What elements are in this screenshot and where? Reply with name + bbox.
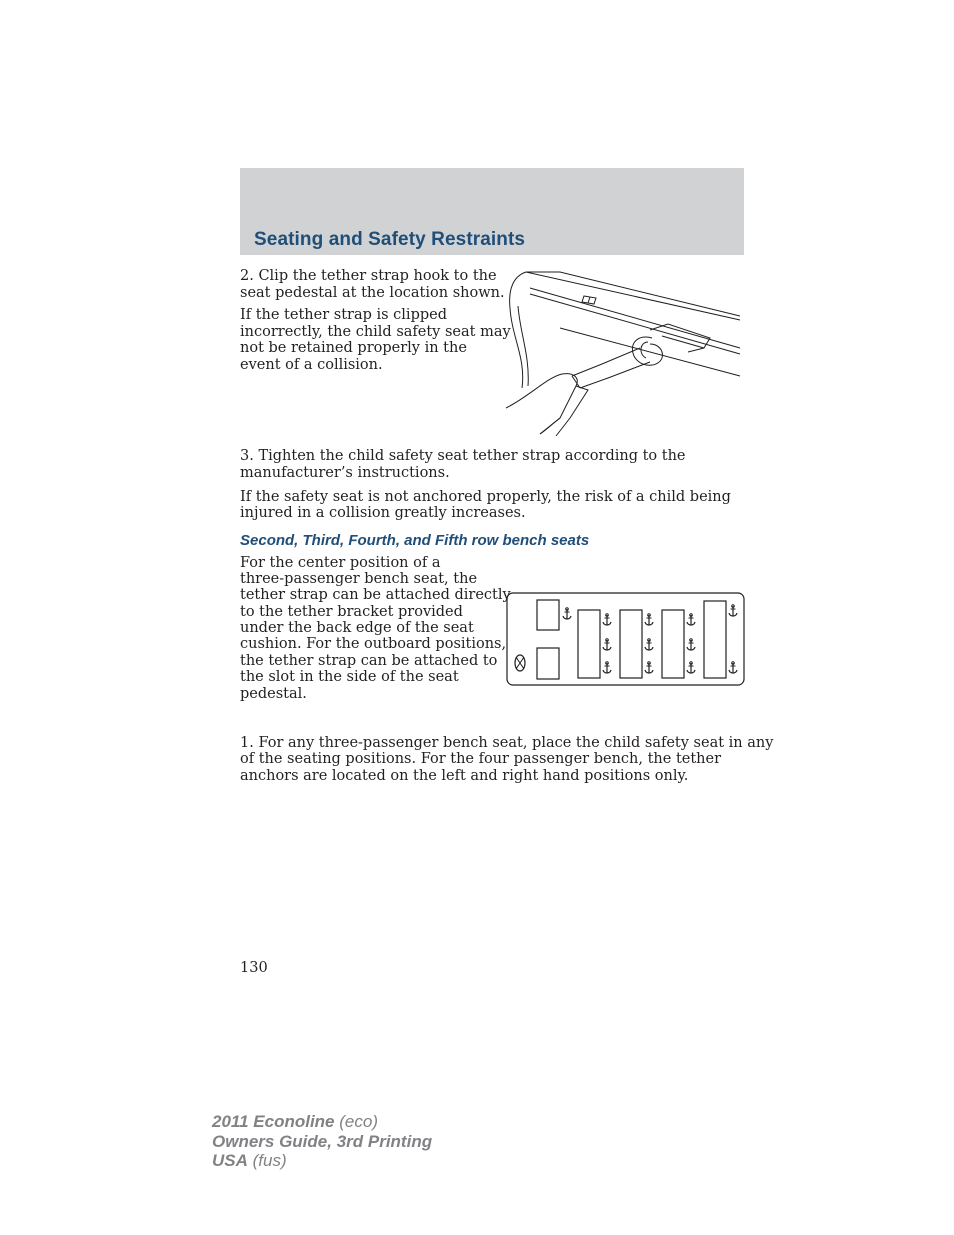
footer	[212, 1112, 432, 1171]
page-number: 130	[240, 960, 268, 976]
bench-text-line4: to the tether bracket provided	[240, 604, 463, 620]
step2-line2: seat pedestal at the location shown.	[240, 285, 505, 301]
seat-anchor-diagram	[506, 592, 746, 688]
step1-line1: 1. For any three-passenger bench seat, place the child safety seat in any	[240, 735, 774, 751]
bench-text-line7: the tether strap can be attached to	[240, 653, 498, 669]
step2-warning-line2: incorrectly, the child safety seat may	[240, 324, 511, 340]
step1-line3: anchors are located on the left and right hand positions only.	[240, 768, 689, 784]
step2-line1: 2. Clip the tether strap hook to the	[240, 268, 497, 284]
tether-hook-illustration	[500, 268, 746, 438]
footer-market-line	[212, 1151, 432, 1171]
step2-warning-line1: If the tether strap is clipped	[240, 307, 448, 323]
bench-text-line8: the slot in the side of the seat	[240, 669, 459, 685]
bench-text-line6: cushion. For the outboard positions,	[240, 636, 507, 652]
section-header-band	[240, 168, 744, 255]
bench-seats-subheading: Second, Third, Fourth, and Fifth row bench seats	[240, 532, 590, 549]
warning-line2: injured in a collision greatly increases.	[240, 505, 526, 521]
section-title: Seating and Safety Restraints	[254, 229, 526, 250]
bench-text-line3: tether strap can be attached directly	[240, 587, 511, 603]
bench-text-line2: three-passenger bench seat, the	[240, 571, 478, 587]
step3-line2: manufacturer’s instructions.	[240, 465, 450, 481]
bench-text-line5: under the back edge of the seat	[240, 620, 474, 636]
footer-guide-line	[212, 1132, 432, 1152]
warning-line1: If the safety seat is not anchored properly, the risk of a child being	[240, 489, 731, 505]
bench-text-line9: pedestal.	[240, 686, 307, 702]
step1-line2: of the seating positions. For the four passenger bench, the tether	[240, 751, 722, 767]
step2-warning-line3: not be retained properly in the	[240, 340, 467, 356]
footer-market-code: (fus)	[252, 1151, 287, 1170]
footer-model-line	[212, 1112, 432, 1132]
footer-market: USA	[212, 1151, 248, 1170]
footer-guide: Owners Guide, 3rd Printing	[212, 1131, 433, 1151]
step2-warning-line4: event of a collision.	[240, 357, 383, 373]
bench-text-line1: For the center position of a	[240, 555, 441, 571]
footer-model: 2011 Econoline	[212, 1112, 335, 1131]
step3-line1: 3. Tighten the child safety seat tether strap according to the	[240, 448, 686, 464]
footer-model-code: (eco)	[339, 1112, 378, 1131]
